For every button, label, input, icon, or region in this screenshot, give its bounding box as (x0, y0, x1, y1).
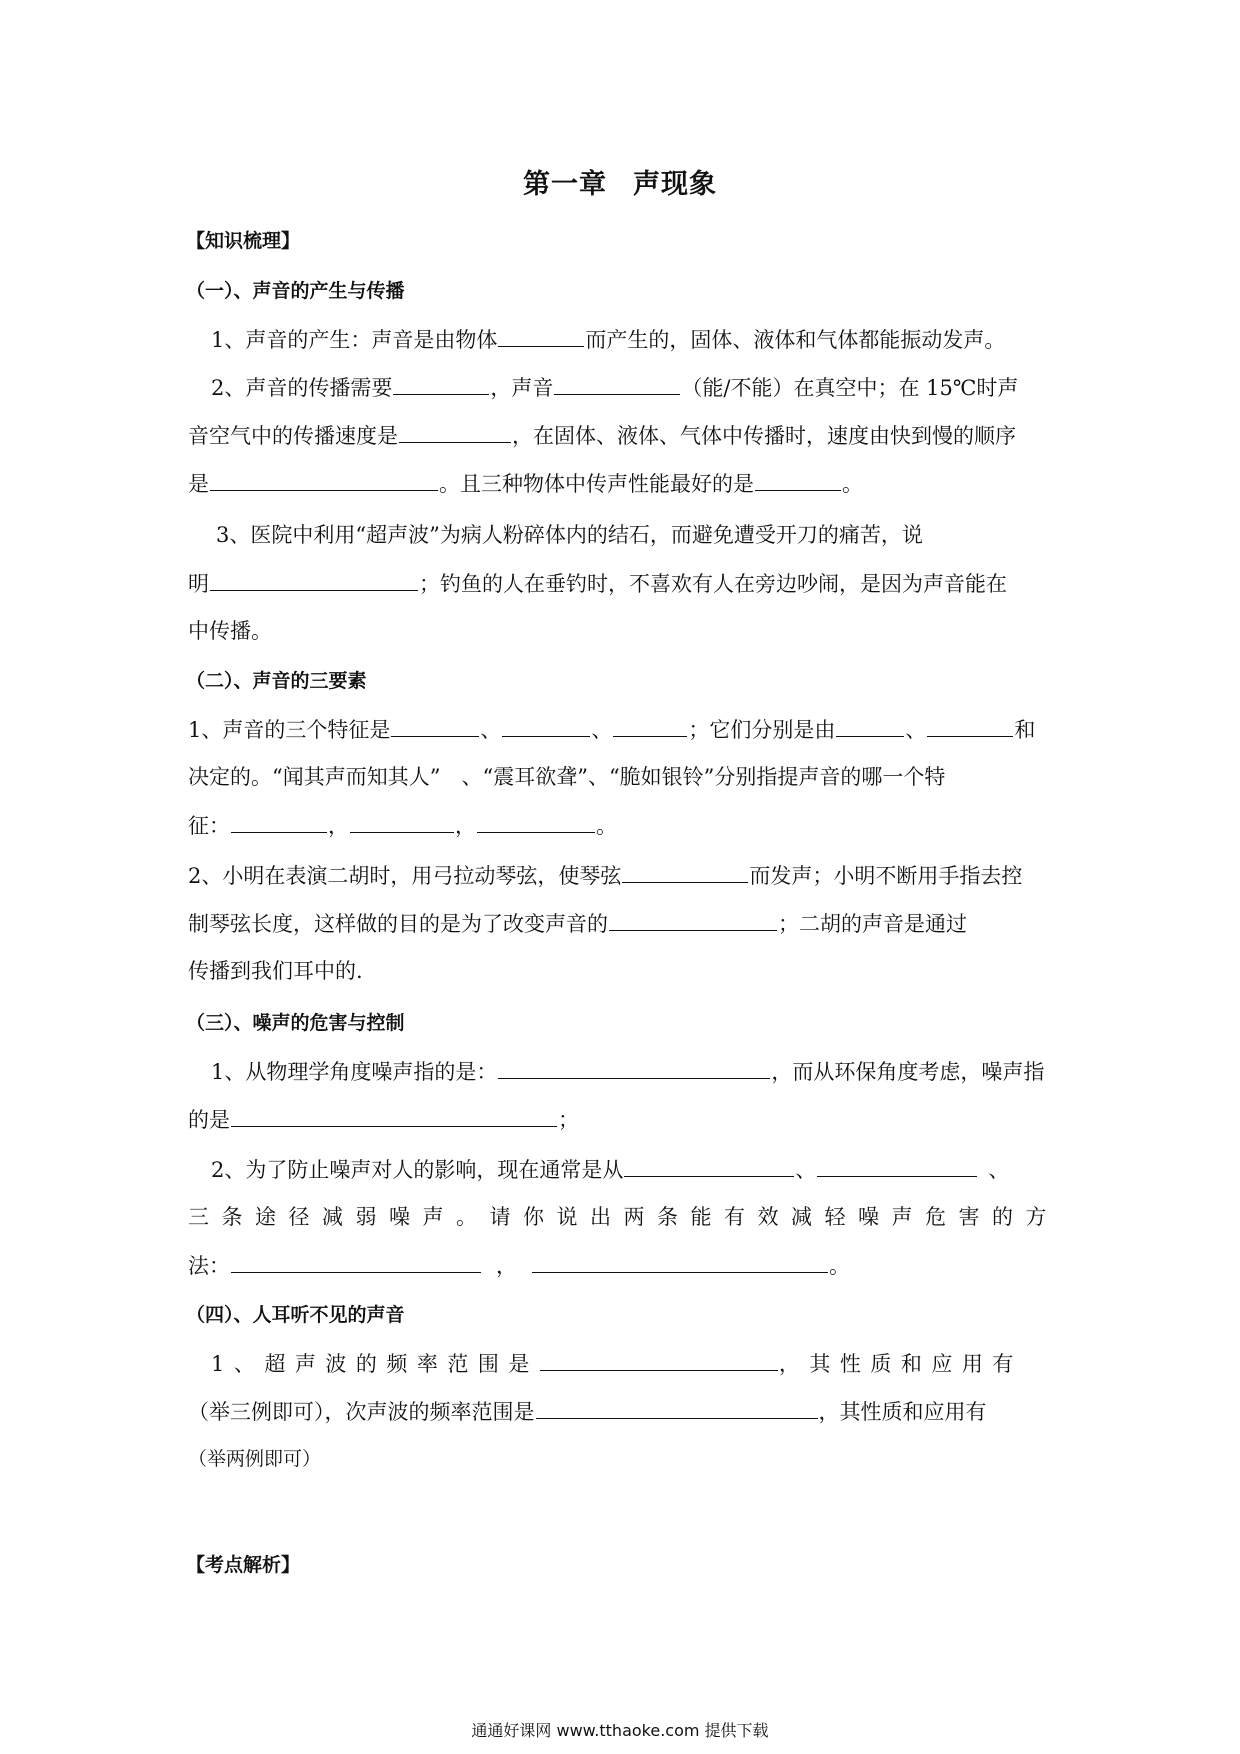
s2-q2-line1: 2、小明在表演二胡时，用弓拉动琴弦，使琴弦 而发声；小明不断用手指去控 (188, 860, 1022, 891)
answer-blank[interactable] (231, 1104, 557, 1127)
s3-q1-line2: 的是 ； (188, 1104, 579, 1135)
knowledge-heading: 【知识梳理】 (186, 230, 301, 252)
s2-q1-line2: 决定的。“闻其声而知其人” 、“震耳欲聋”、“脆如银铃”分别指提声音的哪一个特 (188, 765, 946, 789)
s1-q2-line2: 音空气中的传播速度是 ，在固体、液体、气体中传播时，速度由快到慢的顺序 (188, 420, 1016, 451)
section-3-heading: （三）、噪声的危害与控制 (186, 1012, 405, 1034)
answer-blank[interactable] (613, 714, 687, 737)
s4-q1-line3: （举两例即可） (188, 1448, 322, 1470)
s1-q3-line2: 明 ；钓鱼的人在垂钓时，不喜欢有人在旁边吵闹，是因为声音能在 (188, 568, 1007, 599)
s3-q2-line1: 2、为了防止噪声对人的影响，现在通常是从 、 、 (211, 1154, 1009, 1185)
s3-q2-line3: 法： ， 。 (188, 1250, 850, 1281)
answer-blank[interactable] (231, 1250, 481, 1273)
s1-q1: 1、声音的产生：声音是由物体 而产生的，固体、液体和气体都能振动发声。 (211, 324, 1005, 355)
answer-blank[interactable] (399, 420, 511, 443)
section-2-heading: （二）、声音的三要素 (186, 670, 367, 692)
answer-blank[interactable] (231, 810, 327, 833)
answer-blank[interactable] (393, 372, 489, 395)
s3-q1-line1: 1、从物理学角度噪声指的是： ，而从环保角度考虑，噪声指 (211, 1056, 1044, 1087)
answer-blank[interactable] (350, 810, 454, 833)
footer-download-note: 通通好课网 www.tthaoke.com 提供下载 (471, 1721, 769, 1740)
answer-blank[interactable] (536, 1396, 818, 1419)
answer-blank[interactable] (609, 908, 777, 931)
answer-blank[interactable] (755, 468, 841, 491)
page-title (0, 162, 1240, 201)
title-chapter: 第一章 (523, 169, 607, 200)
answer-blank[interactable] (817, 1154, 977, 1177)
s2-q1-line1: 1、声音的三个特征是 、 、 ；它们分别是由 、 和 (188, 714, 1035, 745)
answer-blank[interactable] (210, 568, 418, 591)
answer-blank[interactable] (477, 810, 595, 833)
section-1-heading: （一）、声音的产生与传播 (186, 280, 405, 302)
answer-blank[interactable] (532, 1250, 828, 1273)
s2-q2-line3: 传播到我们耳中的. (188, 959, 363, 983)
answer-blank[interactable] (554, 372, 680, 395)
s4-q1-line2: （举三例即可），次声波的频率范围是 ，其性质和应用有 (188, 1396, 987, 1427)
answer-blank[interactable] (391, 714, 479, 737)
section-4-heading: （四）、人耳听不见的声音 (186, 1304, 405, 1326)
answer-blank[interactable] (498, 324, 584, 347)
s2-q2-line2: 制琴弦长度，这样做的目的是为了改变声音的 ；二胡的声音是通过 (188, 908, 967, 939)
s4-q1-line1: 1、超声波的频率范围是 ，其性质和应用有 (211, 1348, 1023, 1379)
answer-blank[interactable] (836, 714, 904, 737)
s1-q2-line3: 是 。且三种物体中传声性能最好的是 。 (188, 468, 863, 499)
answer-blank[interactable] (622, 860, 748, 883)
answer-blank[interactable] (624, 1154, 794, 1177)
answer-blank[interactable] (498, 1056, 770, 1079)
s2-q1-line3: 征： ， ， 。 (188, 810, 617, 841)
s1-q3-line3: 中传播。 (188, 619, 272, 643)
title-topic: 声现象 (633, 169, 717, 200)
answer-blank[interactable] (502, 714, 590, 737)
answer-blank[interactable] (540, 1348, 778, 1371)
s1-q3-line1: 3、医院中利用“超声波”为病人粉碎体内的结石，而避免遭受开刀的痛苦，说 (216, 523, 923, 547)
s1-q2-line1: 2、声音的传播需要 ，声音 （能/不能）在真空中；在 15℃时声 (211, 372, 1018, 403)
analysis-heading: 【考点解析】 (186, 1554, 301, 1576)
s3-q2-line2: 三条途径减弱噪声。请你说出两条能有效减轻噪声危害的方 (188, 1205, 1059, 1229)
answer-blank[interactable] (210, 468, 438, 491)
answer-blank[interactable] (927, 714, 1013, 737)
